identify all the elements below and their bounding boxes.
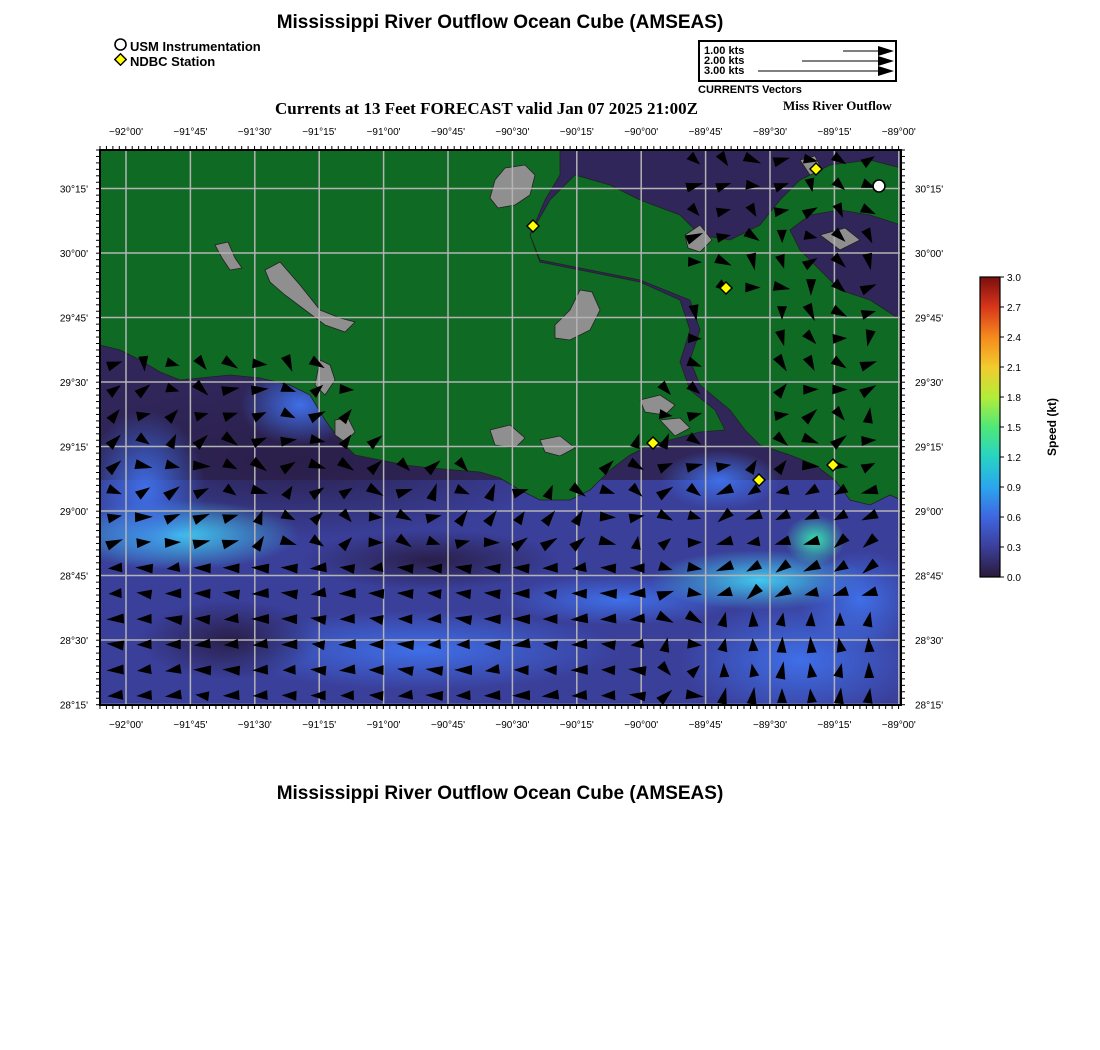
latitude-labels-left (60, 185, 88, 712)
longitude-label: −90°45' (431, 127, 465, 138)
longitude-label: −90°45' (431, 720, 465, 731)
longitude-label: −89°30' (753, 127, 787, 138)
longitude-label: −89°00' (881, 720, 916, 731)
region-label: Miss River Outflow (783, 98, 892, 113)
longitude-label: −90°30' (495, 127, 530, 138)
colorbar-tick: 1.5 (1007, 423, 1021, 434)
longitude-label: −89°15' (817, 720, 852, 731)
map-subtitle: Currents at 13 Feet FORECAST valid Jan 07 2025 21:00Z (275, 99, 698, 118)
colorbar-tick: 0.9 (1007, 483, 1021, 494)
colorbar-tick: 0.0 (1007, 573, 1021, 584)
longitude-labels-top (109, 127, 916, 138)
longitude-label: −91°45' (173, 127, 208, 138)
longitude-label: −89°45' (688, 720, 723, 731)
latitude-label: 30°00' (915, 249, 944, 260)
latitude-label: 28°30' (59, 636, 88, 647)
page-title: Mississippi River Outflow Ocean Cube (AMSEAS) (276, 12, 724, 33)
longitude-label: −90°15' (559, 127, 594, 138)
vector-key-label-1: 1.00 kts (704, 45, 745, 57)
longitude-label: −92°00' (109, 720, 143, 731)
footer-title: Mississippi River Outflow Ocean Cube (AMSEAS) (276, 783, 724, 804)
colorbar-tick: 2.7 (1007, 303, 1021, 314)
longitude-labels-bottom (109, 720, 916, 731)
latitude-label: 29°15' (915, 442, 944, 454)
legend-usm-label: USM Instrumentation (130, 39, 261, 54)
latitude-label: 28°45' (915, 571, 944, 583)
vector-key-label-2: 2.00 kts (704, 55, 745, 67)
longitude-label: −91°30' (237, 720, 272, 731)
longitude-label: −91°00' (366, 720, 401, 731)
longitude-label: −89°15' (817, 127, 852, 138)
longitude-label: −90°00' (624, 127, 659, 138)
colorbar-label: Speed (kt) (1045, 397, 1059, 457)
colorbar-tick: 1.8 (1007, 393, 1021, 404)
longitude-label: −91°45' (173, 720, 208, 731)
latitude-label: 30°15' (915, 184, 944, 196)
colorbar-tick: 2.4 (1007, 333, 1021, 344)
latitude-label: 28°30' (915, 636, 944, 647)
longitude-label: −91°15' (302, 720, 337, 731)
latitude-label: 28°15' (59, 700, 88, 712)
colorbar-gradient (980, 277, 1000, 577)
longitude-label: −89°00' (881, 127, 916, 138)
latitude-label: 30°00' (59, 249, 88, 260)
longitude-label: −91°00' (366, 127, 401, 138)
latitude-label: 29°45' (59, 313, 88, 325)
longitude-label: −91°15' (302, 127, 337, 138)
vector-key-label-3: 3.00 kts (704, 65, 745, 77)
latitude-label: 29°30' (915, 378, 944, 389)
colorbar-tick: 0.6 (1007, 513, 1021, 524)
longitude-label: −90°15' (559, 720, 594, 731)
latitude-label: 29°30' (59, 378, 88, 389)
longitude-label: −90°00' (624, 720, 659, 731)
colorbar-tick: 2.1 (1007, 363, 1021, 374)
latitude-label: 29°00' (915, 507, 944, 518)
speed-colorbar (960, 265, 1070, 590)
latitude-label: 29°45' (915, 313, 944, 325)
latitude-label: 28°15' (915, 700, 944, 712)
latitude-label: 29°00' (59, 507, 88, 518)
longitude-label: −92°00' (109, 127, 143, 138)
longitude-label: −89°30' (753, 720, 787, 731)
usm-station[interactable] (873, 180, 885, 192)
vector-key-caption: CURRENTS Vectors (698, 84, 802, 96)
legend-ndbc-label: NDBC Station (130, 54, 216, 69)
colorbar-tick: 0.3 (1007, 543, 1021, 554)
longitude-label: −90°30' (495, 720, 530, 731)
longitude-label: −89°45' (688, 127, 723, 138)
colorbar-tick: 1.2 (1007, 453, 1021, 464)
colorbar-tick: 3.0 (1007, 273, 1021, 284)
longitude-label: −91°30' (237, 127, 272, 138)
latitude-label: 30°15' (59, 184, 88, 196)
latitude-label: 29°15' (59, 442, 88, 454)
latitude-labels-right (915, 185, 943, 712)
latitude-label: 28°45' (59, 571, 88, 583)
